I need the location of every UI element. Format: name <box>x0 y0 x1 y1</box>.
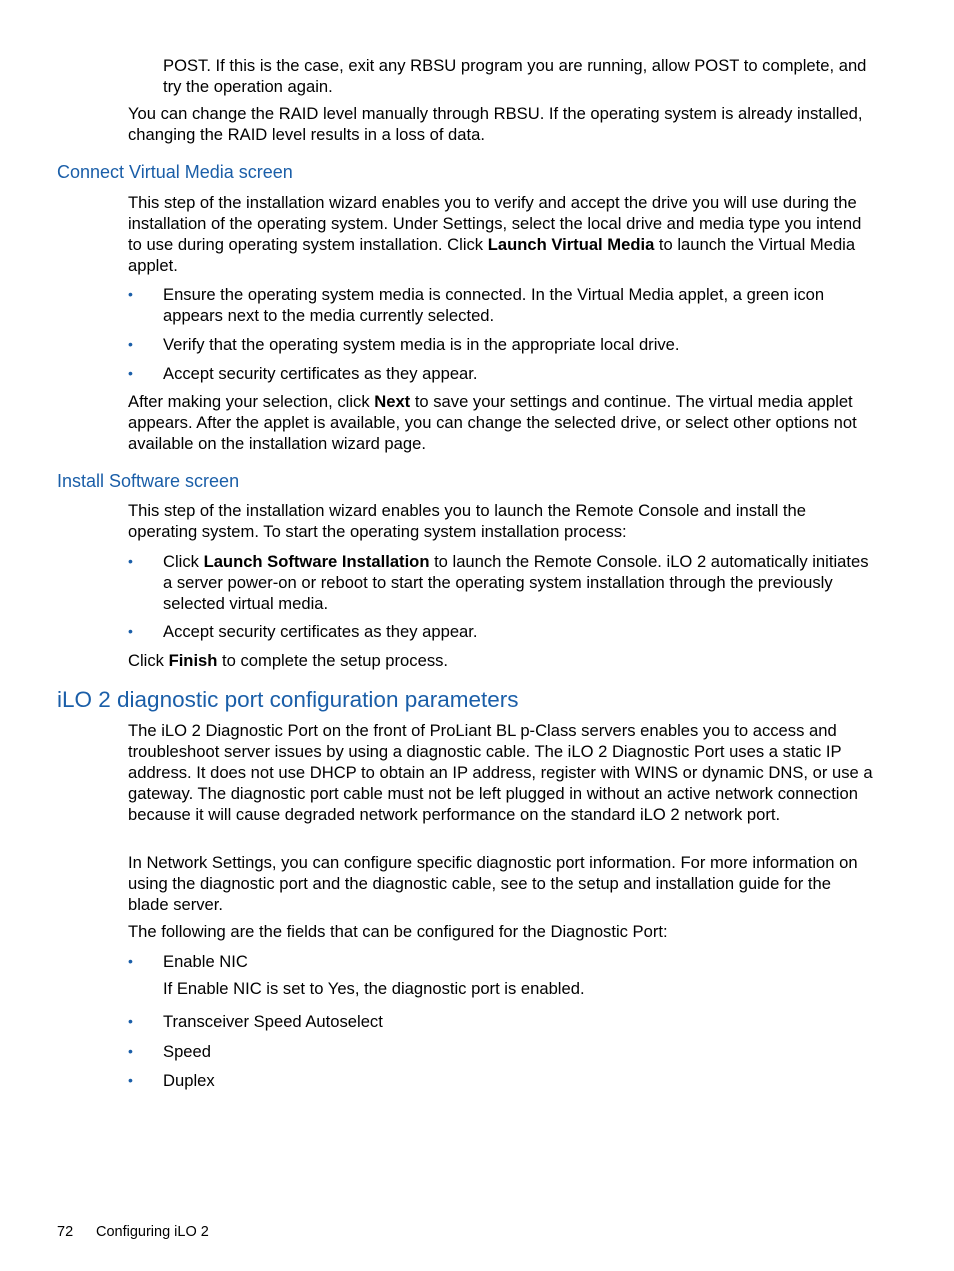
install-bullet-text-1: Click <box>163 552 204 571</box>
heading-diagnostic-port: iLO 2 diagnostic port configuration parameters <box>57 687 519 712</box>
heading-connect-virtual-media: Connect Virtual Media screen <box>57 162 293 182</box>
virtual-media-intro <box>128 192 873 276</box>
finish-paragraph <box>128 650 873 671</box>
finish-text-1: Click <box>128 651 169 670</box>
virtual-media-intro-text-1: This step of the installation wizard enables you to verify and accept the drive you will use during the installation of the operating system. Under Settings, select the local drive and media type you intend to use during operating system installation. Click <box>128 193 862 254</box>
next-label: Next <box>374 392 411 411</box>
list-item-text: Speed <box>163 1042 211 1061</box>
page-number: 72 <box>57 1224 74 1240</box>
bullet-icon: • <box>128 365 133 381</box>
diagnostic-paragraph-3: The following are the fields that can be configured for the Diagnostic Port: <box>128 922 668 941</box>
install-bullet-text-2: to launch the Remote Console. iLO 2 automatically initiates a server power-on or reboot to start the operating system installation through the previously selected virtual media. <box>163 552 869 613</box>
list-item-text: Verify that the operating system media is in the appropriate local drive. <box>163 335 680 354</box>
finish-text-2: to complete the setup process. <box>217 651 449 670</box>
bullet-icon: • <box>128 623 133 639</box>
virtual-media-intro-text-2: to launch the Virtual Media applet. <box>128 235 856 275</box>
launch-software-installation-label: Launch Software Installation <box>203 552 430 571</box>
bullet-icon: • <box>128 953 133 969</box>
list-item-text: Enable NIC <box>163 952 248 971</box>
bullet-icon: • <box>128 1043 133 1059</box>
bullet-icon: • <box>128 286 133 302</box>
after-text-2: to save your settings and continue. The virtual media applet appears. After the applet is available, you can change the selected drive, or select other options not available on the installation wizard page. <box>128 392 857 453</box>
list-item-text: Ensure the operating system media is connected. In the Virtual Media applet, a green icon appears next to the media currently selected. <box>163 285 825 325</box>
diagnostic-paragraph-1: The iLO 2 Diagnostic Port on the front of ProLiant BL p-Class servers enables you to access and troubleshoot server issues by using a diagnostic cable. The iLO 2 Diagnostic Port uses a static IP address. It does not use DHCP to obtain an IP address, register with WINS or dynamic DNS, or use a gateway. The diagnostic port cable must not be left plugged in without an active network connection because it will cause degraded network performance on the standard iLO 2 network port. <box>128 721 873 824</box>
list-item-text: Duplex <box>163 1071 215 1090</box>
bullet-icon: • <box>128 1072 133 1088</box>
heading-install-software: Install Software screen <box>57 471 240 491</box>
list-item-text: Accept security certificates as they appear. <box>163 622 478 641</box>
bullet-icon: • <box>128 336 133 352</box>
footer-title: Configuring iLO 2 <box>96 1224 209 1240</box>
virtual-media-after-paragraph <box>128 391 873 454</box>
list-item-text: Accept security certificates as they appear. <box>163 364 478 383</box>
enable-nic-note: If Enable NIC is set to Yes, the diagnostic port is enabled. <box>163 979 585 998</box>
list-item-text: Transceiver Speed Autoselect <box>163 1012 383 1031</box>
post-continuation-text: POST. If this is the case, exit any RBSU program you are running, allow POST to complete, and try the operation again. <box>163 56 867 96</box>
diagnostic-paragraph-2: In Network Settings, you can configure specific diagnostic port information. For more information on using the diagnostic port and the diagnostic cable, see to the setup and installation guide for the blade server. <box>128 853 858 914</box>
raid-paragraph: You can change the RAID level manually through RBSU. If the operating system is already installed, changing the RAID level results in a loss of data. <box>128 104 863 144</box>
list-item-text <box>163 551 873 614</box>
bullet-icon: • <box>128 1013 133 1029</box>
install-software-intro: This step of the installation wizard enables you to launch the Remote Console and install the operating system. To start the operating system installation process: <box>128 501 806 541</box>
finish-label: Finish <box>168 651 218 670</box>
launch-virtual-media-label: Launch Virtual Media <box>487 235 655 254</box>
bullet-icon: • <box>128 553 133 569</box>
after-text-1: After making your selection, click <box>128 392 375 411</box>
